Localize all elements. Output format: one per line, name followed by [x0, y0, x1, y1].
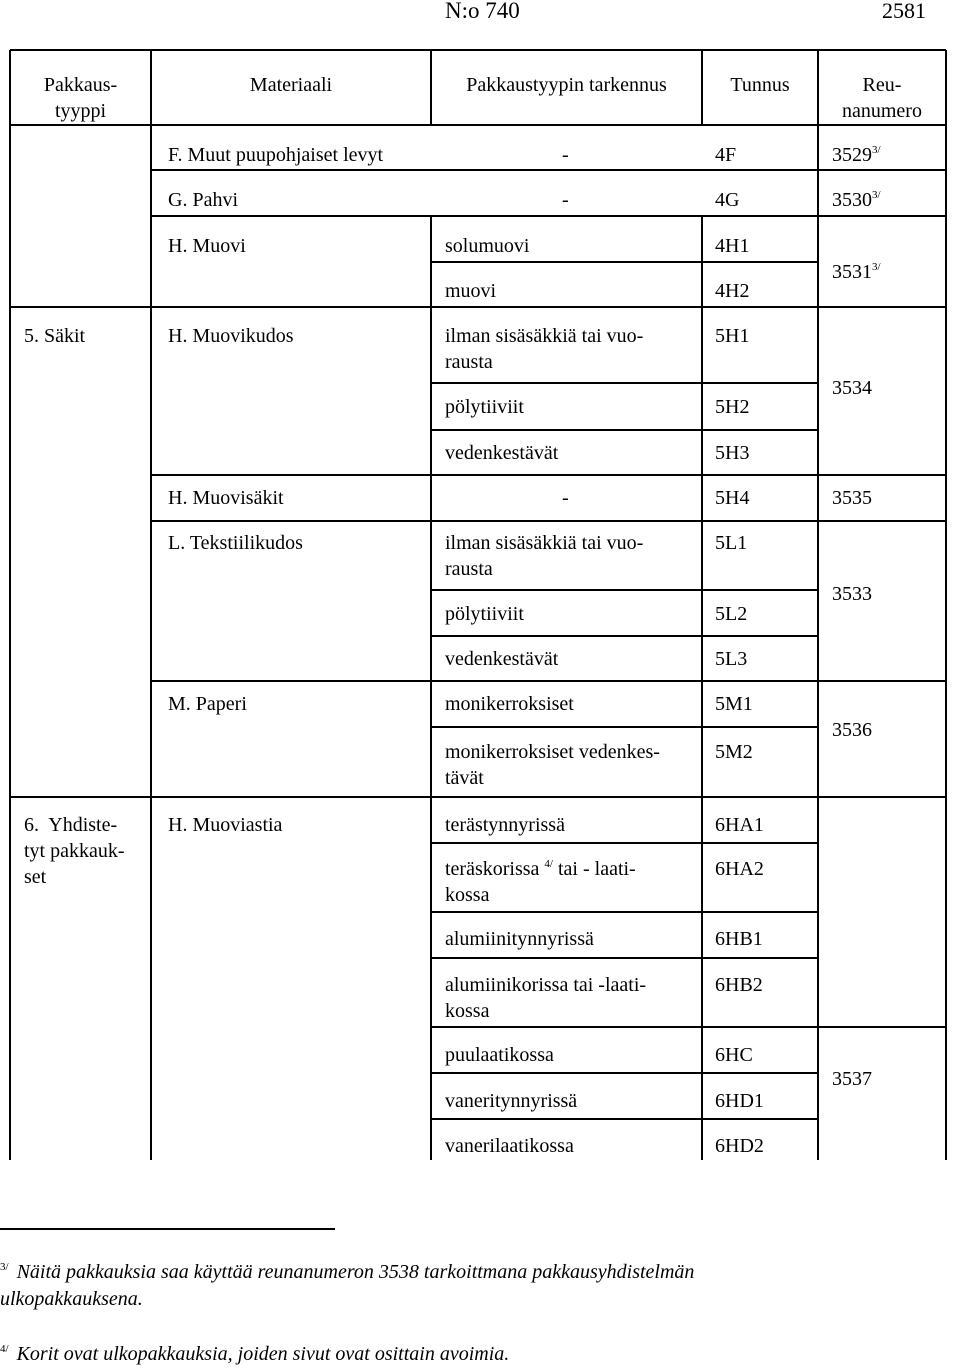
row-7-material: M. Paperi	[168, 693, 247, 715]
row-6-spec-1: ilman sisäsäkkiä tai vuo- rausta	[445, 532, 644, 580]
row-4-type: 5. Säkit	[24, 325, 86, 347]
row-1-code: 4F	[715, 144, 737, 166]
col-header-mark: Reu- nanumero	[842, 74, 922, 122]
row-6-code-1: 5L1	[715, 532, 748, 554]
row-4-code-2: 5H2	[715, 396, 750, 418]
row-8-code-4: 6HB2	[715, 974, 763, 996]
row-2-material: G. Pahvi	[168, 189, 238, 211]
row-4-code-1: 5H1	[715, 325, 750, 347]
row-6-spec-2: pölytiiviit	[445, 603, 524, 625]
row-8-spec-6: vaneritynnyrissä	[445, 1090, 578, 1112]
row-6-code-3: 5L3	[715, 648, 748, 670]
row-4-spec-2: pölytiiviit	[445, 396, 524, 418]
row-8-code-7: 6HD2	[715, 1135, 764, 1157]
row-2-mark: $3530^{3/}$	[832, 189, 881, 211]
footnote-3: $^{3/}$ Näitä pakkauksia saa käyttää reunanumeron 3538 tarkoittmana pakkausyhdistelmän ulkopakkauksena.	[0, 1261, 695, 1310]
row-8-spec-7: vanerilaatikossa	[445, 1135, 574, 1157]
footnote-ref: 3/	[872, 144, 881, 156]
row-4-code-3: 5H3	[715, 442, 750, 464]
row-8-type: 6. Yhdiste- tyt pakkauk- set	[24, 814, 125, 888]
footnote-mark: 4/	[0, 1343, 9, 1355]
row-7-code-2: 5M2	[715, 741, 753, 763]
row-2-code: 4G	[715, 189, 740, 211]
row-5-mark: 3535	[832, 487, 872, 509]
row-4-material: H. Muovikudos	[168, 325, 294, 347]
row-7-spec-1: monikerroksiset	[445, 693, 574, 715]
footnote-divider	[0, 1228, 335, 1230]
col-header-code: Tunnus	[730, 74, 790, 96]
row-8-code-6: 6HD1	[715, 1090, 764, 1112]
footnote-ref: 3/	[872, 261, 881, 273]
row-7-code-1: 5M1	[715, 693, 753, 715]
footnote-mark: 3/	[0, 1261, 9, 1273]
row-6-material: L. Tekstiilikudos	[168, 532, 303, 554]
row-3-mark: $3531^{3/}$	[832, 261, 881, 283]
col-header-spec: Pakkaustyypin tarkennus	[466, 74, 667, 96]
row-3-spec-1: solumuovi	[445, 235, 530, 257]
page-number: 2581	[882, 0, 926, 23]
row-8-code-3: 6HB1	[715, 928, 763, 950]
row-6-code-2: 5L2	[715, 603, 748, 625]
row-8-spec-2: teräskorissa $^{4/}$ tai - laati- kossa	[445, 858, 636, 906]
row-4-mark: 3534	[832, 377, 872, 399]
col-header-material: Materiaali	[249, 74, 333, 96]
row-8-spec-5: puulaatikossa	[445, 1044, 554, 1066]
row-1-mark: $3529^{3/}$	[832, 144, 881, 166]
row-4-spec-3: vedenkestävät	[445, 442, 559, 464]
row-7-spec-2: monikerroksiset vedenkes- tävät	[445, 741, 660, 789]
row-8-code-2: 6HA2	[715, 858, 764, 880]
row-3-code-2: 4H2	[715, 280, 750, 302]
row-8-spec-1: terästynnyrissä	[445, 814, 565, 836]
row-5-code: 5H4	[715, 487, 750, 509]
row-2-spec: -	[562, 189, 569, 211]
row-1-material: F. Muut puupohjaiset levyt	[168, 144, 384, 166]
row-5-material: H. Muovisäkit	[168, 487, 284, 509]
footnote-4: $^{4/}$ Korit ovat ulkopakkauksia, joiden sivut ovat osittain avoimia.	[0, 1343, 510, 1365]
row-5-spec: -	[562, 487, 569, 509]
row-6-mark: 3533	[832, 583, 872, 605]
row-8-mark: 3537	[832, 1068, 872, 1090]
row-6-spec-3: vedenkestävät	[445, 648, 559, 670]
row-1-spec: -	[562, 144, 569, 166]
row-8-spec-3: alumiinitynnyrissä	[445, 928, 594, 950]
row-3-code-1: 4H1	[715, 235, 750, 257]
row-8-material: H. Muoviastia	[168, 814, 283, 836]
row-8-code-1: 6HA1	[715, 814, 764, 836]
col-header-type: Pakkaus- tyyppi	[43, 74, 118, 122]
row-3-spec-2: muovi	[445, 280, 497, 302]
footnote-ref: 3/	[872, 189, 881, 201]
row-8-code-5: 6HC	[715, 1044, 753, 1066]
row-3-material: H. Muovi	[168, 235, 246, 257]
row-8-spec-4: alumiinikorissa tai -laati- kossa	[445, 974, 647, 1022]
row-7-mark: 3536	[832, 719, 872, 741]
page-header-left: N:o 740	[445, 0, 520, 23]
row-4-spec-1: ilman sisäsäkkiä tai vuo- rausta	[445, 325, 644, 373]
footnote-ref: 4/	[544, 858, 553, 870]
